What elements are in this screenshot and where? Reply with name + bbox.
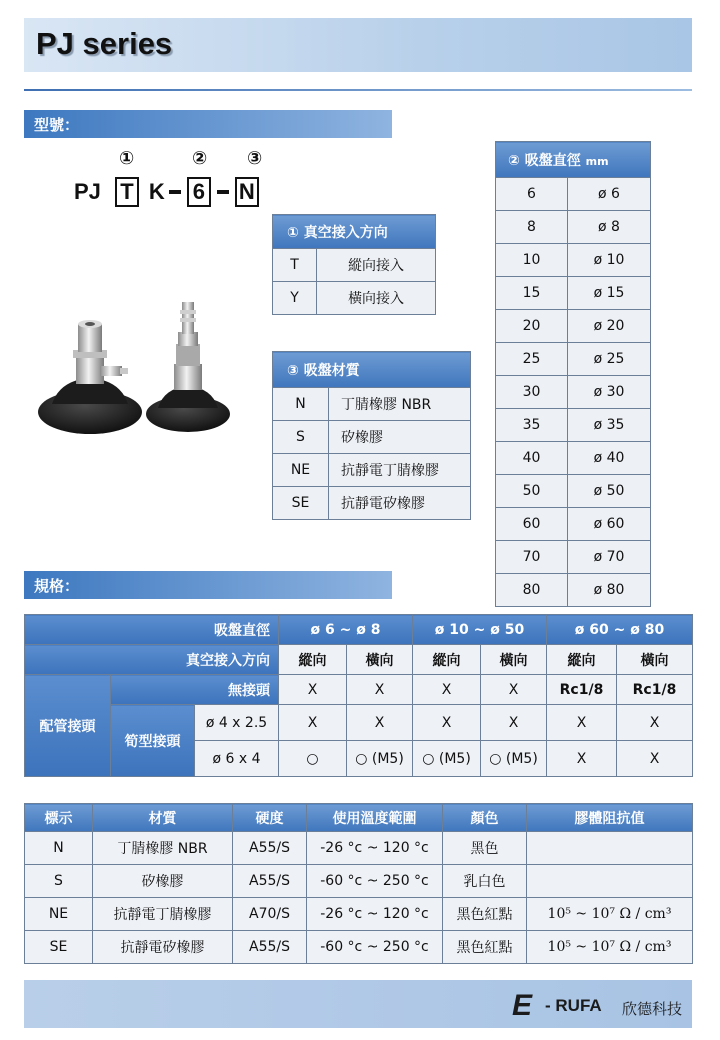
- section-model-label: 型號：: [34, 116, 80, 134]
- diameter-rows: [496, 178, 651, 607]
- page-title: PJ series: [36, 26, 173, 61]
- diameter-value: ø 70: [568, 541, 651, 574]
- mat-header: 顏色: [443, 804, 527, 832]
- spec-table: [24, 614, 693, 777]
- title-bar: [24, 18, 692, 72]
- diameter-row: [496, 244, 651, 277]
- spec-diameter-label: 吸盤直徑: [25, 615, 279, 645]
- mat-cell: N: [25, 832, 93, 865]
- logo-rufa: - RUFA: [545, 996, 602, 1015]
- mat-cell: -60 °c ~ 250 °c: [307, 865, 443, 898]
- direction-desc: 橫向接入: [317, 282, 436, 315]
- diameter-code: 40: [496, 442, 568, 475]
- spec-barb-size: ø 4 x 2.5: [195, 705, 279, 741]
- mat-cell: 抗靜電矽橡膠: [93, 931, 233, 964]
- mat-header: 標示: [25, 804, 93, 832]
- mat-cell: 黑色紅點: [443, 898, 527, 931]
- mat-cell: A70/S: [233, 898, 307, 931]
- diameter-row: [496, 574, 651, 607]
- section-spec-bar: [24, 571, 392, 599]
- diameter-code: 80: [496, 574, 568, 607]
- diameter-row: [496, 376, 651, 409]
- spec-direction: 橫向: [481, 645, 547, 675]
- mat-cell: -26 °c ~ 120 °c: [307, 832, 443, 865]
- spec-cell: X: [413, 675, 481, 705]
- diameter-code: 10: [496, 244, 568, 277]
- diameter-row: [496, 409, 651, 442]
- mat-cell: 矽橡膠: [93, 865, 233, 898]
- mat-header: 膠體阻抗值: [527, 804, 693, 832]
- mat-rows: [25, 832, 693, 964]
- spec-direction: 縱向: [413, 645, 481, 675]
- diameter-value: ø 50: [568, 475, 651, 508]
- divider: [24, 89, 692, 91]
- table-row: [25, 832, 693, 865]
- diameter-code: 20: [496, 310, 568, 343]
- spec-cell: ○ (M5): [347, 741, 413, 777]
- mat-header: 硬度: [233, 804, 307, 832]
- spec-cell: X: [547, 741, 617, 777]
- diameter-value: ø 25: [568, 343, 651, 376]
- direction-code: T: [273, 249, 317, 282]
- diameter-value: ø 15: [568, 277, 651, 310]
- diameter-row: [496, 475, 651, 508]
- material-code: N: [273, 388, 329, 421]
- spec-direction: 縱向: [547, 645, 617, 675]
- spec-direction: 縱向: [279, 645, 347, 675]
- mat-cell: A55/S: [233, 865, 307, 898]
- spec-cell: X: [617, 705, 693, 741]
- mat-cell: -60 °c ~ 250 °c: [307, 931, 443, 964]
- spec-cell: X: [279, 675, 347, 705]
- material-code: SE: [273, 487, 329, 520]
- code-material-box: N: [235, 177, 259, 207]
- diameter-row: [496, 508, 651, 541]
- spec-pipe-label: 配管接頭: [25, 675, 111, 777]
- mat-cell: A55/S: [233, 832, 307, 865]
- mat-cell: -26 °c ~ 120 °c: [307, 898, 443, 931]
- spec-direction: 橫向: [617, 645, 693, 675]
- diameter-value: ø 8: [568, 211, 651, 244]
- code-prefix: PJ: [74, 179, 101, 204]
- spec-cell: X: [347, 675, 413, 705]
- spec-cell: X: [347, 705, 413, 741]
- spec-range: ø 10 ~ ø 50: [413, 615, 547, 645]
- table-row: [25, 898, 693, 931]
- spec-cell: ○ (M5): [481, 741, 547, 777]
- diameter-row: [496, 541, 651, 574]
- diameter-table-header: [496, 142, 651, 178]
- spec-cell: X: [547, 705, 617, 741]
- mat-cell: NE: [25, 898, 93, 931]
- material-name: 矽橡膠: [329, 421, 471, 454]
- diameter-code: 25: [496, 343, 568, 376]
- spec-cell: X: [413, 705, 481, 741]
- diameter-code: 8: [496, 211, 568, 244]
- spec-direction-label: 真空接入方向: [25, 645, 279, 675]
- diameter-row: [496, 310, 651, 343]
- table-row: [25, 931, 693, 964]
- spec-cell: Rc1/8: [617, 675, 693, 705]
- mat-cell: 黑色: [443, 832, 527, 865]
- spec-cell: ○ (M5): [413, 741, 481, 777]
- diameter-value: ø 6: [568, 178, 651, 211]
- suction-cup-image: [30, 292, 250, 452]
- spec-range: ø 60 ~ ø 80: [547, 615, 693, 645]
- spec-cell: X: [481, 675, 547, 705]
- mat-cell: 丁腈橡膠 NBR: [93, 832, 233, 865]
- direction-table: [272, 214, 436, 315]
- material-name: 抗靜電矽橡膠: [329, 487, 471, 520]
- mat-cell: S: [25, 865, 93, 898]
- code-num-3: ③: [247, 148, 263, 169]
- diameter-value: ø 40: [568, 442, 651, 475]
- diameter-value: ø 10: [568, 244, 651, 277]
- mat-cell: A55/S: [233, 931, 307, 964]
- table-row: [25, 865, 693, 898]
- diameter-row: [496, 211, 651, 244]
- diameter-code: 70: [496, 541, 568, 574]
- mat-cell: SE: [25, 931, 93, 964]
- section-spec-label: 規格：: [34, 577, 80, 595]
- code-direction-box: T: [115, 177, 139, 207]
- model-code: [74, 175, 261, 209]
- mat-cell: 抗靜電丁腈橡膠: [93, 898, 233, 931]
- diameter-header-label: ② 吸盤直徑: [508, 152, 581, 169]
- diameter-row: [496, 178, 651, 211]
- diameter-row: [496, 277, 651, 310]
- spec-cell: X: [481, 705, 547, 741]
- diameter-code: 35: [496, 409, 568, 442]
- material-code-table: [272, 351, 471, 520]
- direction-table-header: ① 真空接入方向: [273, 215, 436, 249]
- material-name: 丁腈橡膠 NBR: [329, 388, 471, 421]
- spec-barb-label: 筍型接頭: [111, 705, 195, 777]
- code-dash-2: [217, 190, 229, 194]
- mat-header: 使用溫度範圍: [307, 804, 443, 832]
- mat-cell: 黑色紅點: [443, 931, 527, 964]
- diameter-value: ø 60: [568, 508, 651, 541]
- spec-direction: 橫向: [347, 645, 413, 675]
- material-properties-table: [24, 803, 693, 964]
- mat-header: 材質: [93, 804, 233, 832]
- code-dash-1: [169, 190, 181, 194]
- diameter-value: ø 20: [568, 310, 651, 343]
- diameter-row: [496, 442, 651, 475]
- diameter-value: ø 30: [568, 376, 651, 409]
- spec-range: ø 6 ~ ø 8: [279, 615, 413, 645]
- spec-no-joint-label: 無接頭: [111, 675, 279, 705]
- diameter-code: 15: [496, 277, 568, 310]
- mat-cell: 乳白色: [443, 865, 527, 898]
- code-num-2: ②: [192, 148, 208, 169]
- mat-cell: [527, 865, 693, 898]
- material-code: NE: [273, 454, 329, 487]
- diameter-code: 30: [496, 376, 568, 409]
- section-model-bar: [24, 110, 392, 138]
- diameter-table: [495, 141, 651, 607]
- diameter-value: ø 80: [568, 574, 651, 607]
- logo-company-name: 欣德科技: [622, 1000, 683, 1018]
- diameter-value: ø 35: [568, 409, 651, 442]
- logo-e: E: [512, 989, 533, 1022]
- material-code-header: ③ 吸盤材質: [273, 352, 471, 388]
- spec-cell: X: [617, 741, 693, 777]
- spec-cell: ○: [279, 741, 347, 777]
- mat-cell: [527, 832, 693, 865]
- diameter-code: 50: [496, 475, 568, 508]
- diameter-header-unit: mm: [585, 154, 609, 168]
- mat-cell: 10⁵ ~ 10⁷ Ω / cm³: [527, 931, 693, 964]
- code-diameter-box: 6: [187, 177, 211, 207]
- spec-cell: X: [279, 705, 347, 741]
- code-k: K: [148, 179, 165, 204]
- code-num-1: ①: [119, 148, 135, 169]
- material-code: S: [273, 421, 329, 454]
- spec-barb-size: ø 6 x 4: [195, 741, 279, 777]
- material-name: 抗靜電丁腈橡膠: [329, 454, 471, 487]
- direction-code: Y: [273, 282, 317, 315]
- spec-cell: Rc1/8: [547, 675, 617, 705]
- diameter-code: 60: [496, 508, 568, 541]
- diameter-code: 6: [496, 178, 568, 211]
- diameter-row: [496, 343, 651, 376]
- direction-desc: 縱向接入: [317, 249, 436, 282]
- mat-cell: 10⁵ ~ 10⁷ Ω / cm³: [527, 898, 693, 931]
